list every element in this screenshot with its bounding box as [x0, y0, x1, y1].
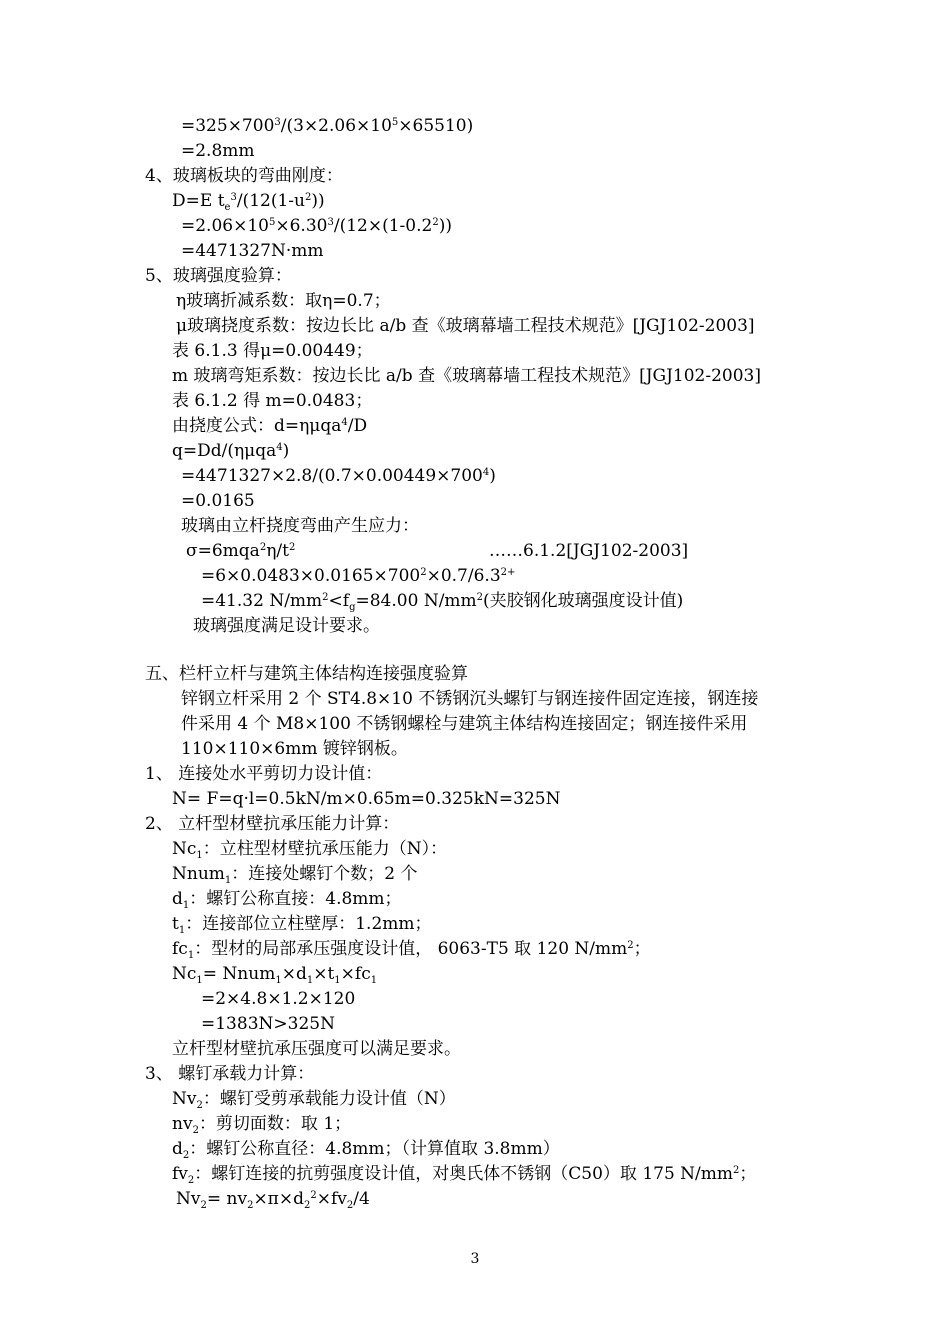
- text-line: 3、 螺钉承载力计算：: [145, 1064, 315, 1084]
- text-line: $Nv_2$：螺钉受剪承载能力设计值（N）: [172, 1089, 456, 1111]
- text-line: $fv_2$：螺钉连接的抗剪强度设计值，对奥氏体不锈钢（C50）取 175 $N/mm^2$；: [172, 1164, 757, 1186]
- text-line: =0.0165: [181, 491, 255, 511]
- text-line: $d_2$：螺钉公称直径：4.8mm；（计算值取 3.8mm）: [172, 1139, 560, 1161]
- text-line: $=6\times 0.0483\times 0.0165\times 700^2\times 0.7/6.3^{2+}$: [201, 566, 516, 586]
- text-line: 表 6.1.2 得 m=0.0483；: [172, 391, 373, 411]
- text-line: ……6.1.2[JGJ102-2003]: [489, 541, 689, 561]
- text-line: $Nv_2= nv_2\times\pi\times d_2^2\times fv_2/4$: [176, 1189, 370, 1211]
- text-line: 1、 连接处水平剪切力设计值：: [145, 764, 383, 784]
- text-line: η玻璃折减系数：取η=0.7；: [176, 291, 391, 311]
- text-line: =1383N>325N: [201, 1014, 335, 1034]
- text-line: 由挠度公式：d=ημqa$^4$/D: [172, 416, 368, 436]
- text-line: 玻璃由立杆挠度弯曲产生应力：: [181, 516, 419, 536]
- text-line: q=Dd/(ημqa$^4$): [172, 441, 290, 461]
- text-line: $fc_1$：型材的局部承压强度设计值， 6063-T5 取 120 $N/mm^2$；: [172, 939, 651, 961]
- text-line: 2、 立杆型材壁抗承压能力计算：: [145, 814, 400, 834]
- text-line: 表 6.1.3 得μ=0.00449；: [172, 341, 373, 361]
- text-line: $d_1$：螺钉公称直接：4.8mm；: [172, 889, 402, 911]
- text-line: $=2.06\times 10^5\times 6.30^3/(12\times(1-0.2^2))$: [181, 216, 452, 236]
- text-line: 锌钢立杆采用 2 个 ST4.8×10 不锈钢沉头螺钉与钢连接件固定连接，钢连接: [181, 689, 759, 709]
- section-heading: 五、栏杆立杆与建筑主体结构连接强度验算: [145, 664, 468, 684]
- page-number: 3: [470, 1251, 480, 1267]
- text-line: 5、玻璃强度验算：: [145, 266, 292, 286]
- text-line: N= F=q·l=0.5kN/m×0.65m=0.325kN=325N: [172, 789, 561, 809]
- text-line: $=4471327\times 2.8/(0.7\times 0.00449\times 700^4)$: [181, 466, 496, 486]
- text-line: Nnum$_1$：连接处螺钉个数；2 个: [172, 864, 418, 886]
- text-line: =41.32 $N/mm^2<f_g=84.00$ $N/mm^2$(夹胶钢化玻璃强度设计值): [201, 591, 684, 613]
- text-line: $Nc_1=$ $Nnum_1\times d_1\times t_1\times fc_1$: [172, 964, 378, 986]
- text-line: =4471327N·mm: [181, 241, 324, 261]
- text-line: m 玻璃弯矩系数：按边长比 a/b 查《玻璃幕墙工程技术规范》[JGJ102-2003]: [172, 366, 762, 386]
- text-line: 件采用 4 个 M8×100 不锈钢螺栓与建筑主体结构连接固定；钢连接件采用: [181, 714, 748, 734]
- text-line: 立杆型材壁抗承压强度可以满足要求。: [172, 1039, 461, 1059]
- text-line: 玻璃强度满足设计要求。: [193, 616, 380, 636]
- text-line: $\sigma=6mqa^2\eta/t^2$: [186, 541, 296, 561]
- text-line: 110×110×6mm 镀锌钢板。: [181, 739, 408, 759]
- text-line: $Nc_1$：立柱型材壁抗承压能力（N）：: [172, 839, 448, 861]
- text-line: $t_1$：连接部位立柱壁厚：1.2mm；: [172, 914, 432, 936]
- text-line: =2×4.8×1.2×120: [201, 989, 356, 1009]
- text-line: 4、玻璃板块的弯曲刚度：: [145, 166, 343, 186]
- text-line: $=325\times 700^3/(3\times 2.06\times 10^5\times 65510)$: [181, 116, 474, 136]
- text-line: D=E $t_e^3/(12(1-u^2))$: [172, 191, 325, 213]
- text-line: $nv_2$：剪切面数：取 1；: [172, 1114, 352, 1136]
- text-line: μ玻璃挠度系数：按边长比 a/b 查《玻璃幕墙工程技术规范》[JGJ102-2003]: [176, 316, 755, 336]
- text-line: =2.8mm: [181, 141, 255, 161]
